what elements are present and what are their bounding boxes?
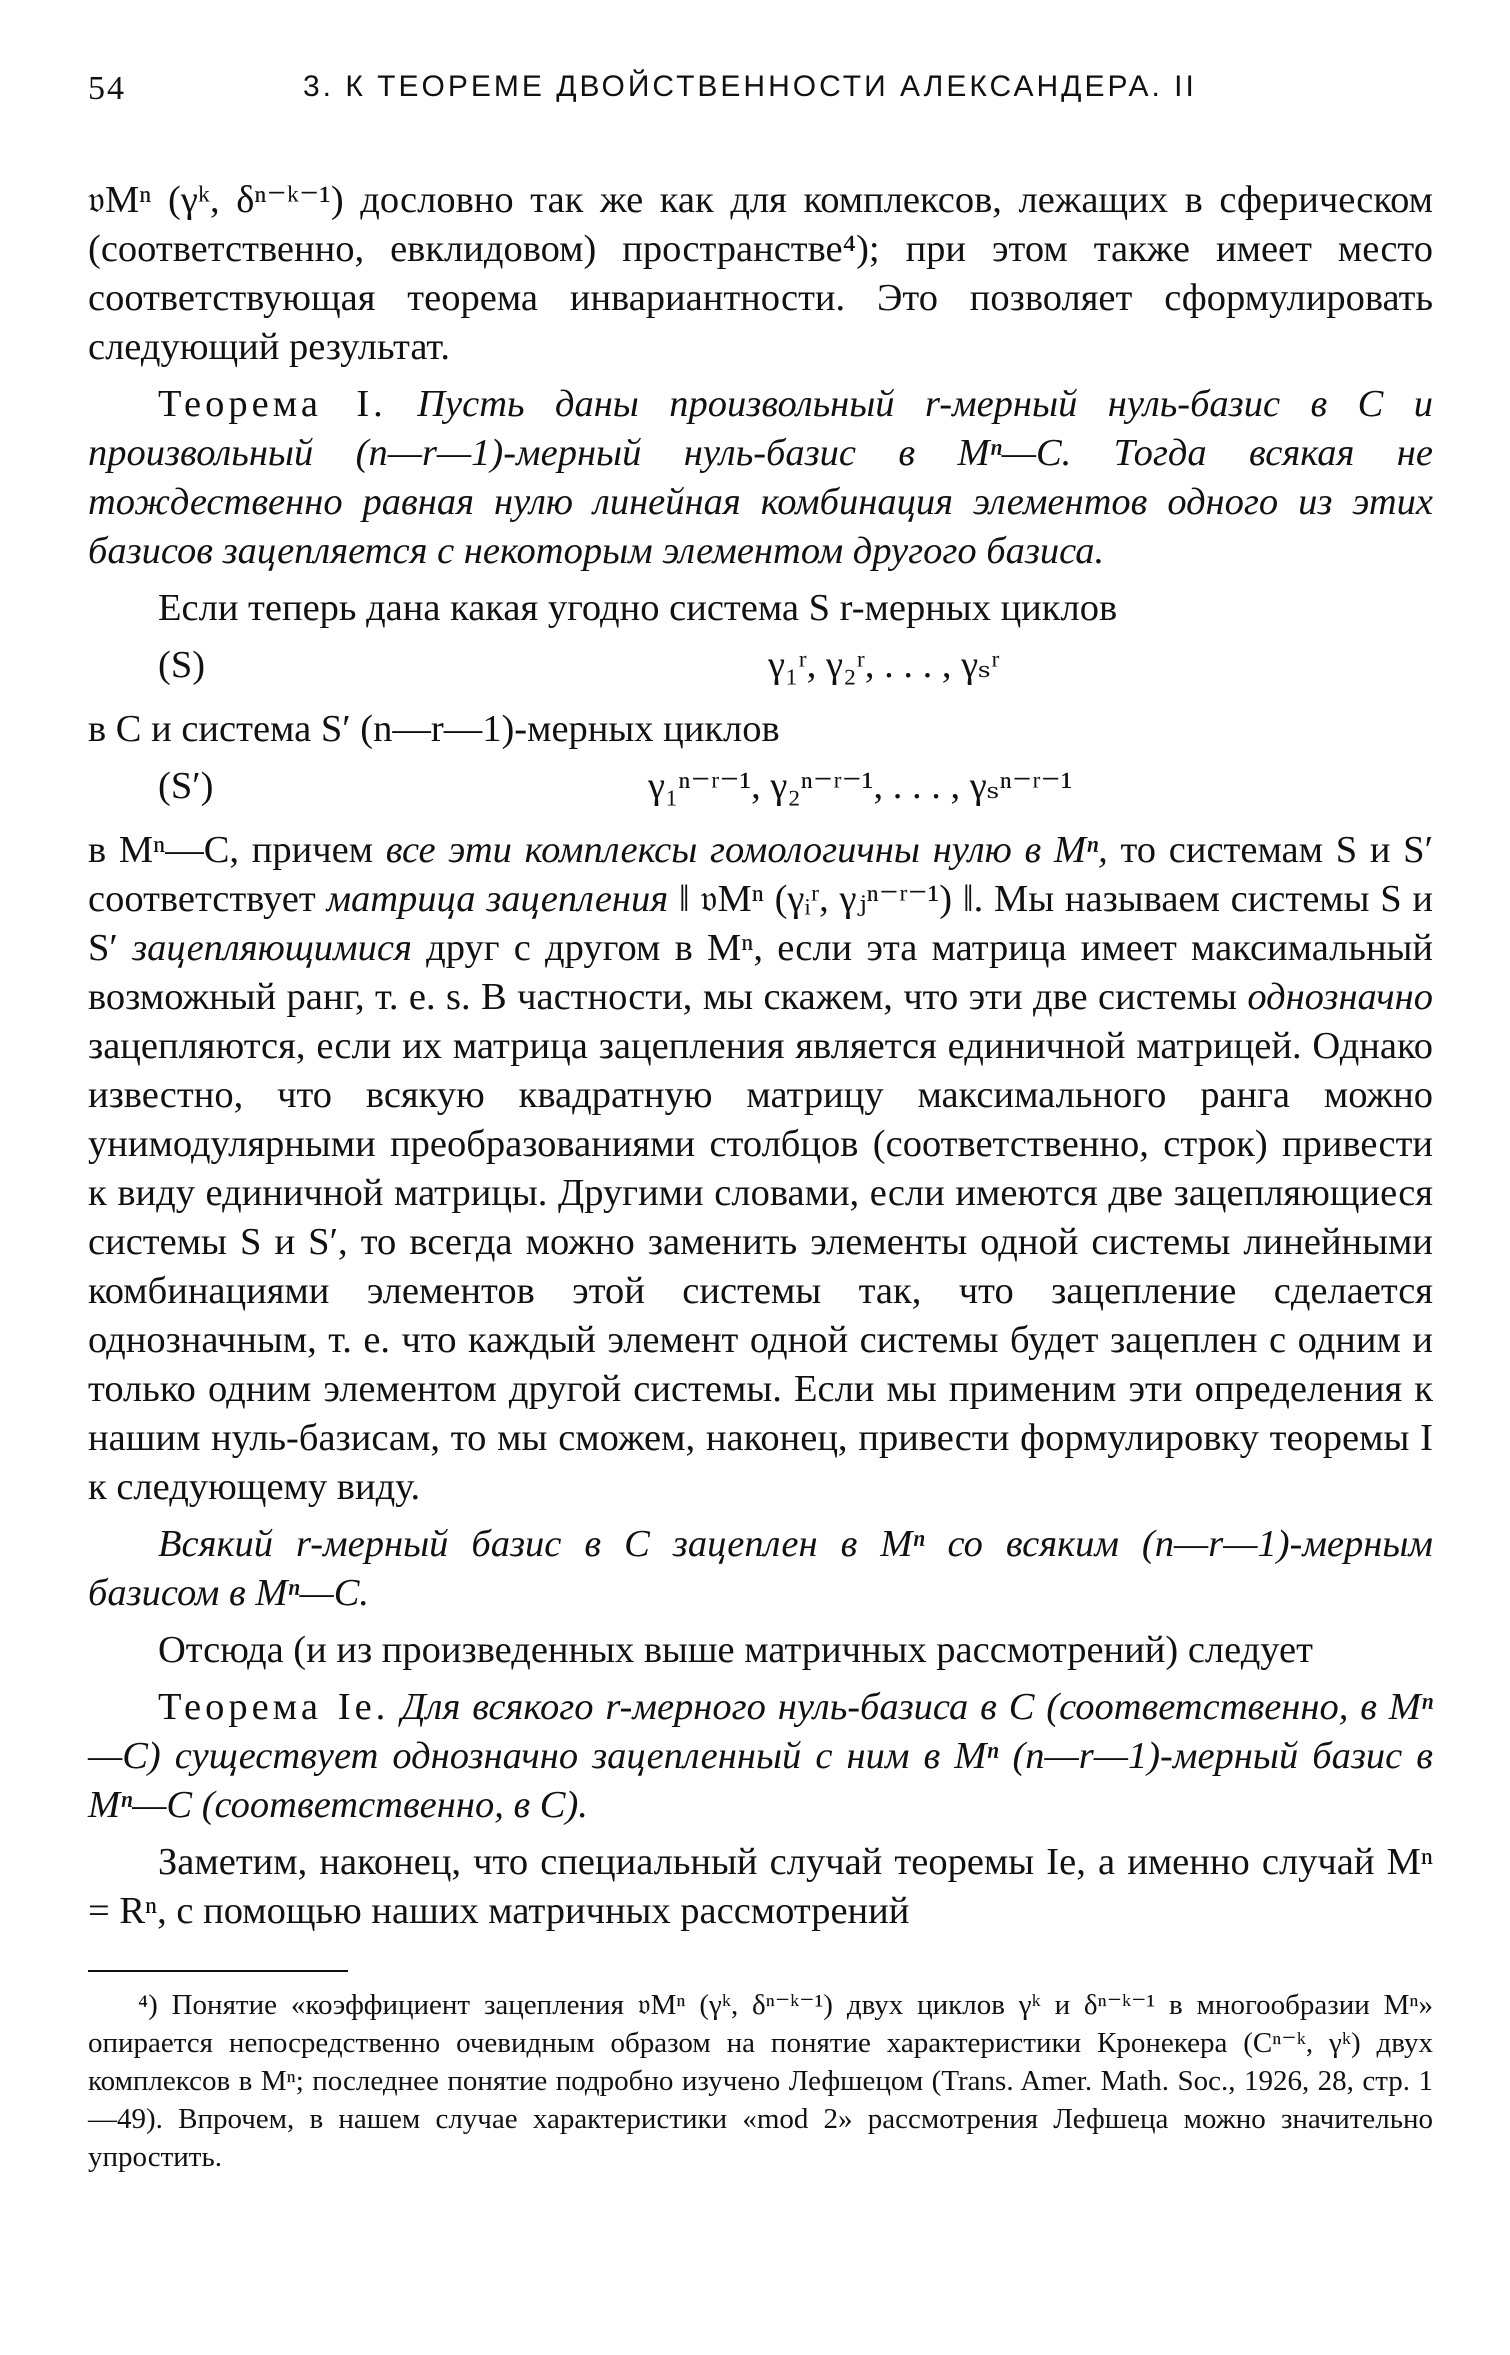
paragraph-4	[88, 826, 1433, 1512]
theorem-1e	[88, 1683, 1433, 1830]
p4-part-i: зацепляются, если их матрица зацепления является единичной матрицей. Однако известно, что всякую квадратную матрицу максимального ранга можно унимодулярными преобразованиями столбцов (соответственно, строк) привести к виду единичной матрицы. Другими словами, если имеются две зацепляющиеся системы S и S′, то всегда можно заменить элементы одной системы линейными комбинациями элементов этой системы так, что зацепление сделается однозначным, т. е. что каждый элемент одной системы будет зацеплен с одним и только одним элементом другой системы. Если мы применим эти определения к нашим нуль-базисам, то мы сможем, наконец, привести формулировку теоремы I к следующему виду.	[88, 1025, 1433, 1508]
p4-part-a: в Mⁿ—C, причем	[88, 829, 374, 871]
footnote: ⁴) Понятие «коэффициент зацепления 𝔳Mⁿ (γᵏ, δⁿ⁻ᵏ⁻¹) двух циклов γᵏ и δⁿ⁻ᵏ⁻¹ в многообразии Mⁿ» опирается непосредственно очевидным образом на понятие характеристики Кронекера (Cⁿ⁻ᵏ, γᵏ) двух комплексов в Mⁿ; последнее понятие подробно изучено Лефшецом (Trans. Amer. Math. Soc., 1926, 28, стр. 1—49). Впрочем, в нашем случае характеристики «mod 2» рассмотрения Лефшеца можно значительно упростить.	[88, 1989, 1433, 2173]
page-body	[88, 176, 1433, 1936]
paragraph-3: в C и система S′ (n—r—1)-мерных циклов	[88, 708, 780, 750]
running-title: 3. К ТЕОРЕМЕ ДВОЙСТВЕННОСТИ АЛЕКСАНДЕРА. II	[303, 70, 1197, 103]
page-number: 54	[88, 70, 126, 107]
footnote-divider	[88, 1970, 348, 1972]
p4-part-h: однозначно	[1247, 976, 1433, 1018]
paragraph-7: Заметим, наконец, что специальный случай теоремы Ie, а именно случай Mⁿ = Rⁿ, с помощью наших матричных рассмотрений	[88, 1841, 1433, 1932]
paragraph-1: 𝔳Mⁿ (γᵏ, δⁿ⁻ᵏ⁻¹) дословно так же как для комплексов, лежащих в сферическом (соответственно, евклидовом) пространстве⁴); при этом также имеет место соответствующая теорема инвариантности. Это позволяет сформулировать следующий результат.	[88, 179, 1433, 368]
page-header	[88, 70, 1433, 120]
theorem-1e-label: Теорема Ie.	[158, 1686, 390, 1728]
formula-S-prime-label: (S′)	[158, 765, 214, 807]
p4-part-b: все эти комплексы гомологичны нулю в Mⁿ,	[385, 829, 1108, 871]
theorem-1-label: Теорема I.	[158, 383, 387, 425]
p4-part-e: ‖ 𝔳Mⁿ (γᵢʳ, γⱼⁿ⁻ʳ⁻¹) ‖. Мы называем системы S и S′	[88, 878, 1434, 969]
p4-part-c: то системам S и S′ соответствует	[88, 829, 1433, 920]
formula-S-prime	[88, 762, 1433, 820]
formula-S	[88, 641, 1433, 699]
formula-S-label: (S)	[158, 644, 206, 686]
paragraph-6: Отсюда (и из произведенных выше матричных рассмотрений) следует	[158, 1629, 1313, 1671]
paragraph-2: Если теперь дана какая угодно система S r-мерных циклов	[158, 587, 1118, 629]
formula-S-expression: γ₁ʳ, γ₂ʳ, . . . , γₛʳ	[768, 644, 1000, 686]
theorem-1e-text: Для всякого r-мерного нуль-базиса в C (соответственно, в Mⁿ—C) существует однозначно зацепленный с ним в Mⁿ (n—r—1)-мерный базис в Mⁿ—C (соответственно, в C).	[88, 1686, 1434, 1826]
theorem-1-text: Пусть даны произвольный r-мерный нуль-базис в C и произвольный (n—r—1)-мерный нуль-базис в Mⁿ—C. Тогда всякая не тождественно равная нулю линейная комбинация элементов одного из этих базисов зацепляется с некоторым элементом другого базиса.	[88, 383, 1433, 572]
formula-S-prime-expression: γ₁ⁿ⁻ʳ⁻¹, γ₂ⁿ⁻ʳ⁻¹, . . . , γₛⁿ⁻ʳ⁻¹	[648, 765, 1073, 807]
p4-part-g: друг с другом в Mⁿ, если эта матрица имеет максимальный возможный ранг, т. е. s. В частности, мы скажем, что эти две системы	[88, 927, 1434, 1018]
p4-part-f: зацепляющимися	[132, 927, 412, 969]
paragraph-5: Всякий r-мерный базис в C зацеплен в Mⁿ со всяким (n—r—1)-мерным базисом в Mⁿ—C.	[88, 1523, 1433, 1614]
theorem-1	[88, 380, 1433, 576]
book-page	[88, 70, 1433, 2176]
p4-part-d: матрица зацепления	[326, 878, 669, 920]
